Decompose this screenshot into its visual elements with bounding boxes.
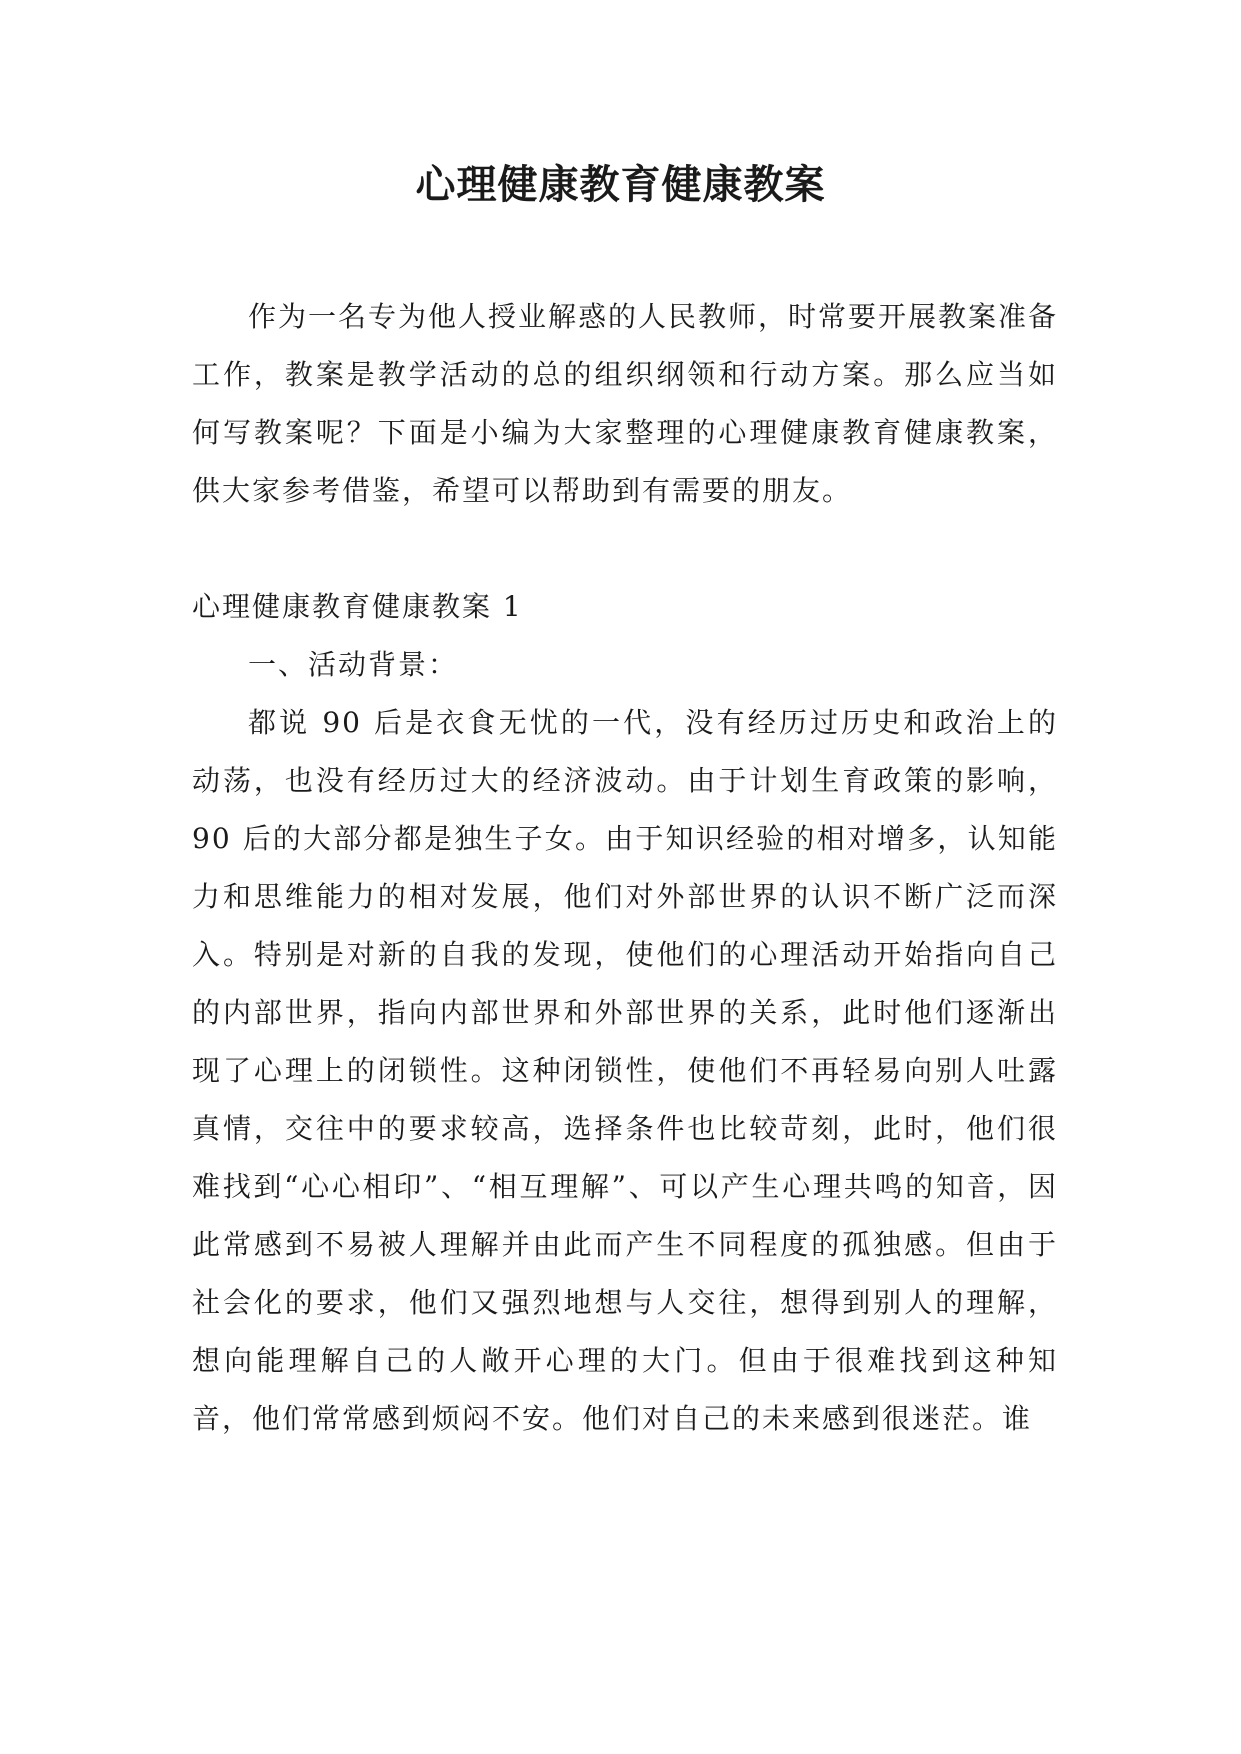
document-title: 心理健康教育健康教案 bbox=[415, 161, 826, 208]
subheading: 一、活动背景： bbox=[248, 648, 459, 681]
paragraph-spacer bbox=[192, 520, 1058, 578]
intro-paragraph: 作为一名专为他人授业解惑的人民教师，时常要开展教案准备工作，教案是教学活动的总的组织纲领和行动方案。那么应当如何写教案呢？下面是小编为大家整理的心理健康教育健康教案，供大家参考借鉴，希望可以帮助到有需要的朋友。 bbox=[192, 300, 1059, 507]
body-paragraph: 都说 90 后是衣食无忧的一代，没有经历过历史和政治上的动荡，也没有经历过大的经济波动。由于计划生育政策的影响，90 后的大部分都是独生子女。由于知识经验的相对增多，认知能力和思维能力的相对发展，他们对外部世界的认识不断广泛而深入。特别是对新的自我的发现，使他们的心理活动开始指向自己的内部世界，指向内部世界和外部世界的关系，此时他们逐渐出现了心理上的闭锁性。这种闭锁性，使他们不再轻易向别人吐露真情，交往中的要求较高，选择条件也比较苛刻，此时，他们很难找到“心心相印”、“相互理解”、可以产生心理共鸣的知音，因此常感到不易被人理解并由此而产生不同程度的孤独感。但由于社会化的要求，他们又强烈地想与人交往，想得到别人的理解，想向能理解自己的人敞开心理的大门。但由于很难找到这种知音，他们常常感到烦闷不安。他们对自己的未来感到很迷茫。谁 bbox=[192, 706, 1058, 1435]
section-title: 心理健康教育健康教案 1 bbox=[192, 590, 523, 623]
document-body bbox=[192, 288, 1058, 1448]
